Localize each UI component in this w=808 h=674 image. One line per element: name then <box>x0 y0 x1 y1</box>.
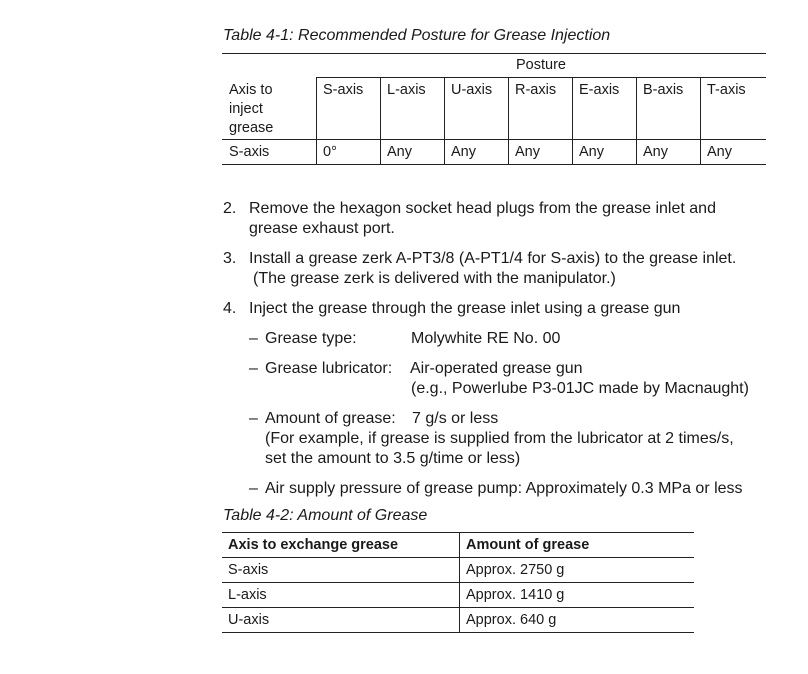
table-rule <box>222 582 694 583</box>
posture-value: 0° <box>323 144 337 160</box>
table-row-amount: Approx. 1410 g <box>466 587 565 603</box>
step-text-line: grease exhaust port. <box>249 220 395 237</box>
table-column-divider <box>636 77 637 165</box>
grease-type-label: Grease type: <box>265 330 357 347</box>
table-rule <box>222 607 694 608</box>
table-row-axis: U-axis <box>228 612 270 628</box>
row-label-s-axis: S-axis <box>229 144 270 160</box>
amount-value: 7 g/s or less <box>412 410 499 427</box>
table-column-divider <box>380 77 381 165</box>
table-column-divider <box>700 77 701 165</box>
table-column-divider <box>572 77 573 165</box>
step-number: 2. <box>223 200 237 217</box>
column-header-e-axis: E-axis <box>579 82 620 98</box>
dash-bullet: – <box>249 330 258 347</box>
posture-value: Any <box>579 144 604 160</box>
table-row-amount: Approx. 640 g <box>466 612 557 628</box>
column-header-r-axis: R-axis <box>515 82 557 98</box>
table-column-divider <box>444 77 445 165</box>
table-rule <box>222 632 694 633</box>
step-text-line: Inject the grease through the grease inlet using a grease gun <box>249 300 681 317</box>
step-number: 4. <box>223 300 237 317</box>
step-number: 3. <box>223 250 237 267</box>
column-header-b-axis: B-axis <box>643 82 684 98</box>
table-column-divider <box>316 77 317 165</box>
amount-note: set the amount to 3.5 g/time or less) <box>265 450 521 467</box>
posture-value: Any <box>451 144 476 160</box>
table-rule <box>222 139 766 140</box>
table-row-axis: L-axis <box>228 587 267 603</box>
column-header-t-axis: T-axis <box>707 82 746 98</box>
column-header-u-axis: U-axis <box>451 82 493 98</box>
posture-value: Any <box>643 144 668 160</box>
dash-bullet: – <box>249 360 258 377</box>
axis-to-inject-header: Axis to inject grease <box>229 82 274 136</box>
table-4-2-caption: Table 4-2: Amount of Grease <box>223 507 428 524</box>
dash-bullet: – <box>249 410 258 427</box>
table-column-divider <box>459 532 460 632</box>
table-rule <box>222 532 694 533</box>
posture-group-header: Posture <box>516 57 566 73</box>
column-header-l-axis: L-axis <box>387 82 426 98</box>
table-rule <box>316 77 766 78</box>
table-rule <box>222 557 694 558</box>
amount-note: (For example, if grease is supplied from the lubricator at 2 times/s, <box>265 430 734 447</box>
grease-type-value: Molywhite RE No. 00 <box>411 330 561 347</box>
column-header-axis: Axis to exchange grease <box>228 537 399 553</box>
lubricator-label: Grease lubricator: <box>265 360 393 377</box>
lubricator-example: (e.g., Powerlube P3-01JC made by Macnaught) <box>411 380 749 397</box>
table-rule <box>222 53 766 54</box>
table-4-1-caption: Table 4-1: Recommended Posture for Grease Injection <box>223 27 611 44</box>
table-column-divider <box>508 77 509 165</box>
step-text-line: (The grease zerk is delivered with the manipulator.) <box>253 270 616 287</box>
posture-value: Any <box>387 144 412 160</box>
table-row-amount: Approx. 2750 g <box>466 562 565 578</box>
column-header-s-axis: S-axis <box>323 82 364 98</box>
dash-bullet: – <box>249 480 258 497</box>
lubricator-value: Air-operated grease gun <box>410 360 583 377</box>
posture-value: Any <box>707 144 732 160</box>
air-supply-text: Air supply pressure of grease pump: Approximately 0.3 MPa or less <box>265 480 743 497</box>
step-text-line: Remove the hexagon socket head plugs from the grease inlet and <box>249 200 716 217</box>
column-header-amount: Amount of grease <box>466 537 590 553</box>
table-rule <box>222 164 766 165</box>
step-text-line: Install a grease zerk A-PT3/8 (A-PT1/4 for S-axis) to the grease inlet. <box>249 250 737 267</box>
table-row-axis: S-axis <box>228 562 269 578</box>
amount-label: Amount of grease: <box>265 410 396 427</box>
posture-value: Any <box>515 144 540 160</box>
